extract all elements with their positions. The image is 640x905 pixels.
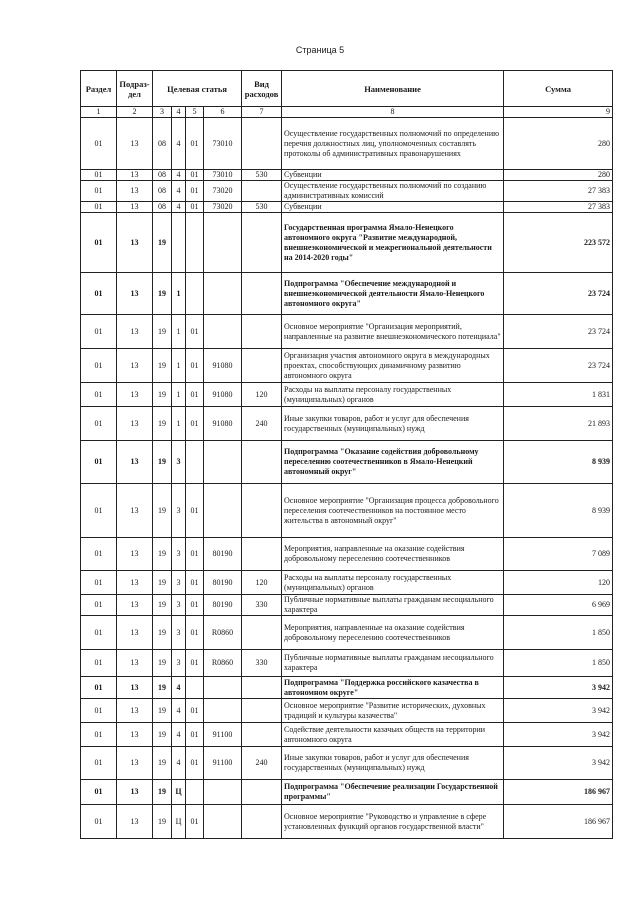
cell-summa: 120 <box>504 571 613 595</box>
table-row <box>81 538 613 571</box>
cell-program: 19 <box>153 407 172 441</box>
cell-program: 19 <box>153 213 172 273</box>
cell-program: 08 <box>153 202 172 213</box>
cell-razdel: 01 <box>81 723 117 747</box>
table-row <box>81 407 613 441</box>
cell-name: Иные закупки товаров, работ и услуг для обеспечения государственных (муниципальных) нужд <box>282 407 504 441</box>
page-title: Страница 5 <box>295 45 345 55</box>
cell-podrazdel: 13 <box>117 315 153 349</box>
cell-name: Расходы на выплаты персоналу государственных (муниципальных) органов <box>282 571 504 595</box>
cell-vid: 240 <box>242 407 282 441</box>
cell-vid <box>242 315 282 349</box>
cell-vid: 530 <box>242 202 282 213</box>
cell-program: 19 <box>153 677 172 699</box>
cell-razdel: 01 <box>81 571 117 595</box>
table-row <box>81 349 613 383</box>
cell-program: 19 <box>153 723 172 747</box>
col-num: 3 <box>153 107 172 118</box>
cell-name: Основное мероприятие "Организация мероприятий, направленные на развитие внешнеэкономического потенциала" <box>282 315 504 349</box>
cell-summa: 280 <box>504 118 613 170</box>
table-row <box>81 484 613 538</box>
col-num: 1 <box>81 107 117 118</box>
cell-activity: 01 <box>186 747 204 780</box>
cell-podrazdel: 13 <box>117 170 153 181</box>
column-number-row <box>81 107 613 118</box>
cell-activity: 01 <box>186 315 204 349</box>
cell-name: Мероприятия, направленные на оказание содействия добровольному переселению соотечественников <box>282 538 504 571</box>
cell-summa: 3 942 <box>504 747 613 780</box>
col-num: 5 <box>186 107 204 118</box>
cell-vid <box>242 273 282 315</box>
cell-program: 19 <box>153 349 172 383</box>
cell-vid <box>242 349 282 383</box>
cell-vid <box>242 616 282 650</box>
cell-subprogram: 1 <box>172 407 186 441</box>
cell-summa: 1 831 <box>504 383 613 407</box>
cell-direction: R0860 <box>204 616 242 650</box>
cell-vid <box>242 780 282 805</box>
table-row <box>81 273 613 315</box>
cell-podrazdel: 13 <box>117 273 153 315</box>
table-row <box>81 723 613 747</box>
cell-subprogram: 1 <box>172 315 186 349</box>
cell-razdel: 01 <box>81 595 117 616</box>
cell-direction: R0860 <box>204 650 242 677</box>
cell-vid <box>242 723 282 747</box>
cell-name: Публичные нормативные выплаты гражданам несоциального характера <box>282 650 504 677</box>
cell-razdel: 01 <box>81 202 117 213</box>
cell-activity: 01 <box>186 202 204 213</box>
cell-name: Публичные нормативные выплаты гражданам несоциального характера <box>282 595 504 616</box>
table-row <box>81 571 613 595</box>
cell-summa: 23 724 <box>504 349 613 383</box>
table-row <box>81 780 613 805</box>
cell-summa: 223 572 <box>504 213 613 273</box>
cell-summa: 6 969 <box>504 595 613 616</box>
table-row <box>81 202 613 213</box>
cell-razdel: 01 <box>81 315 117 349</box>
cell-podrazdel: 13 <box>117 571 153 595</box>
cell-program: 19 <box>153 650 172 677</box>
cell-vid <box>242 538 282 571</box>
cell-vid: 240 <box>242 747 282 780</box>
header-naimenovanie: Наименование <box>282 71 504 107</box>
cell-direction: 91080 <box>204 349 242 383</box>
cell-direction: 73020 <box>204 202 242 213</box>
cell-razdel: 01 <box>81 650 117 677</box>
cell-razdel: 01 <box>81 170 117 181</box>
cell-podrazdel: 13 <box>117 650 153 677</box>
cell-direction: 73020 <box>204 181 242 202</box>
cell-program: 19 <box>153 805 172 839</box>
cell-program: 19 <box>153 616 172 650</box>
cell-program: 19 <box>153 780 172 805</box>
cell-subprogram: 3 <box>172 538 186 571</box>
cell-activity <box>186 441 204 484</box>
cell-program: 19 <box>153 595 172 616</box>
cell-name: Иные закупки товаров, работ и услуг для обеспечения государственных (муниципальных) нужд <box>282 747 504 780</box>
cell-razdel: 01 <box>81 213 117 273</box>
cell-direction: 73010 <box>204 118 242 170</box>
cell-direction: 91100 <box>204 747 242 780</box>
cell-razdel: 01 <box>81 349 117 383</box>
col-num: 6 <box>204 107 242 118</box>
cell-activity: 01 <box>186 571 204 595</box>
cell-subprogram: 4 <box>172 202 186 213</box>
cell-podrazdel: 13 <box>117 484 153 538</box>
cell-summa: 1 850 <box>504 650 613 677</box>
cell-summa: 8 939 <box>504 484 613 538</box>
cell-subprogram: 4 <box>172 181 186 202</box>
cell-razdel: 01 <box>81 441 117 484</box>
cell-razdel: 01 <box>81 484 117 538</box>
cell-podrazdel: 13 <box>117 538 153 571</box>
cell-name: Содействие деятельности казачьих обществ на территории автономного округа <box>282 723 504 747</box>
cell-activity <box>186 677 204 699</box>
cell-activity <box>186 780 204 805</box>
cell-name: Подпрограмма "Оказание содействия добровольному переселению соотечественников в Ямало-Ненецкий автономный округ" <box>282 441 504 484</box>
cell-activity: 01 <box>186 723 204 747</box>
cell-summa: 280 <box>504 170 613 181</box>
cell-podrazdel: 13 <box>117 349 153 383</box>
cell-program: 19 <box>153 699 172 723</box>
cell-razdel: 01 <box>81 383 117 407</box>
cell-subprogram <box>172 213 186 273</box>
cell-summa: 1 850 <box>504 616 613 650</box>
cell-summa: 8 939 <box>504 441 613 484</box>
cell-program: 19 <box>153 441 172 484</box>
cell-name: Осуществление государственных полномочий по созданию административных комиссий <box>282 181 504 202</box>
cell-program: 19 <box>153 383 172 407</box>
cell-summa: 3 942 <box>504 677 613 699</box>
cell-vid <box>242 181 282 202</box>
cell-subprogram: Ц <box>172 805 186 839</box>
col-num: 4 <box>172 107 186 118</box>
cell-activity: 01 <box>186 595 204 616</box>
cell-summa: 21 893 <box>504 407 613 441</box>
cell-name: Расходы на выплаты персоналу государственных (муниципальных) органов <box>282 383 504 407</box>
cell-vid: 120 <box>242 383 282 407</box>
cell-program: 19 <box>153 747 172 780</box>
cell-activity: 01 <box>186 170 204 181</box>
cell-vid <box>242 213 282 273</box>
cell-program: 19 <box>153 571 172 595</box>
cell-podrazdel: 13 <box>117 118 153 170</box>
cell-direction <box>204 780 242 805</box>
cell-name: Основное мероприятие "Руководство и управление в сфере установленных функций органов государственной власти" <box>282 805 504 839</box>
cell-razdel: 01 <box>81 780 117 805</box>
cell-podrazdel: 13 <box>117 181 153 202</box>
cell-name: Подпрограмма "Обеспечение реализации Государственной программы" <box>282 780 504 805</box>
table-row <box>81 170 613 181</box>
table-row <box>81 677 613 699</box>
cell-vid <box>242 118 282 170</box>
cell-vid <box>242 699 282 723</box>
cell-activity: 01 <box>186 538 204 571</box>
cell-name: Подпрограмма "Поддержка российского казачества в автономном округе" <box>282 677 504 699</box>
cell-name: Государственная программа Ямало-Ненецкого автономного округа "Развитие международной, внешнеэкономической и межрегиональной деятельности на 2014-2020 годы" <box>282 213 504 273</box>
cell-activity: 01 <box>186 181 204 202</box>
table-row <box>81 805 613 839</box>
cell-activity <box>186 213 204 273</box>
cell-podrazdel: 13 <box>117 383 153 407</box>
cell-razdel: 01 <box>81 538 117 571</box>
cell-subprogram: 4 <box>172 170 186 181</box>
cell-razdel: 01 <box>81 677 117 699</box>
cell-podrazdel: 13 <box>117 699 153 723</box>
cell-vid <box>242 805 282 839</box>
cell-name: Мероприятия, направленные на оказание содействия добровольному переселению соотечественников <box>282 616 504 650</box>
cell-subprogram: 3 <box>172 650 186 677</box>
cell-podrazdel: 13 <box>117 723 153 747</box>
cell-subprogram: 3 <box>172 441 186 484</box>
cell-program: 19 <box>153 538 172 571</box>
cell-direction <box>204 484 242 538</box>
cell-podrazdel: 13 <box>117 677 153 699</box>
cell-subprogram: 1 <box>172 383 186 407</box>
cell-summa: 3 942 <box>504 723 613 747</box>
cell-vid <box>242 677 282 699</box>
cell-subprogram: 3 <box>172 571 186 595</box>
table-row <box>81 213 613 273</box>
cell-activity: 01 <box>186 407 204 441</box>
cell-name: Подпрограмма "Обеспечение международной и внешнеэкономической деятельности Ямало-Ненецкого автономного округа" <box>282 273 504 315</box>
cell-subprogram: 3 <box>172 616 186 650</box>
cell-summa: 186 967 <box>504 780 613 805</box>
cell-summa: 23 724 <box>504 315 613 349</box>
table-row <box>81 699 613 723</box>
cell-direction: 80190 <box>204 538 242 571</box>
table-row <box>81 118 613 170</box>
cell-direction <box>204 699 242 723</box>
cell-podrazdel: 13 <box>117 747 153 780</box>
header-summa: Сумма <box>504 71 613 107</box>
cell-subprogram: 4 <box>172 677 186 699</box>
col-num: 9 <box>504 107 613 118</box>
cell-program: 08 <box>153 181 172 202</box>
cell-subprogram: 3 <box>172 595 186 616</box>
cell-program: 08 <box>153 118 172 170</box>
cell-podrazdel: 13 <box>117 202 153 213</box>
cell-podrazdel: 13 <box>117 441 153 484</box>
cell-name: Осуществление государственных полномочий по определению перечня должностных лиц, уполномоченных составлять протоколы об административных правонарушениях <box>282 118 504 170</box>
cell-vid <box>242 484 282 538</box>
cell-direction <box>204 805 242 839</box>
cell-podrazdel: 13 <box>117 805 153 839</box>
cell-name: Организация участия автономного округа в международных проектах, способствующих динамичному развитию автономного округа <box>282 349 504 383</box>
table-row <box>81 650 613 677</box>
table-row <box>81 616 613 650</box>
col-num: 2 <box>117 107 153 118</box>
cell-razdel: 01 <box>81 747 117 780</box>
cell-vid: 330 <box>242 650 282 677</box>
table-row <box>81 181 613 202</box>
table-body <box>81 118 613 839</box>
cell-direction: 91100 <box>204 723 242 747</box>
cell-podrazdel: 13 <box>117 595 153 616</box>
cell-podrazdel: 13 <box>117 780 153 805</box>
cell-razdel: 01 <box>81 407 117 441</box>
cell-direction: 91080 <box>204 407 242 441</box>
cell-vid <box>242 441 282 484</box>
cell-activity <box>186 273 204 315</box>
cell-direction <box>204 213 242 273</box>
cell-name: Основное мероприятие "Организация процесса добровольного переселения соотечественников на постоянное место жительства в автономный округ" <box>282 484 504 538</box>
cell-razdel: 01 <box>81 805 117 839</box>
cell-vid: 330 <box>242 595 282 616</box>
cell-name: Субвенции <box>282 202 504 213</box>
header-podrazdel: Подраз-дел <box>117 71 153 107</box>
cell-program: 19 <box>153 273 172 315</box>
cell-subprogram: 4 <box>172 747 186 780</box>
cell-direction <box>204 273 242 315</box>
cell-name: Основное мероприятие "Развитие исторических, духовных традиций и культуры казачества" <box>282 699 504 723</box>
cell-razdel: 01 <box>81 616 117 650</box>
cell-activity: 01 <box>186 118 204 170</box>
cell-razdel: 01 <box>81 181 117 202</box>
cell-podrazdel: 13 <box>117 616 153 650</box>
cell-subprogram: 4 <box>172 723 186 747</box>
table-row <box>81 315 613 349</box>
cell-direction: 80190 <box>204 571 242 595</box>
cell-summa: 7 089 <box>504 538 613 571</box>
header-row <box>81 71 613 107</box>
header-razdel: Раздел <box>81 71 117 107</box>
cell-vid: 120 <box>242 571 282 595</box>
table-row <box>81 747 613 780</box>
cell-direction: 91080 <box>204 383 242 407</box>
cell-program: 19 <box>153 315 172 349</box>
cell-podrazdel: 13 <box>117 213 153 273</box>
cell-program: 19 <box>153 484 172 538</box>
table-row <box>81 441 613 484</box>
cell-activity: 01 <box>186 805 204 839</box>
cell-subprogram: 4 <box>172 699 186 723</box>
cell-summa: 23 724 <box>504 273 613 315</box>
cell-razdel: 01 <box>81 699 117 723</box>
col-num: 8 <box>282 107 504 118</box>
cell-subprogram: 1 <box>172 349 186 383</box>
cell-direction <box>204 315 242 349</box>
cell-direction: 80190 <box>204 595 242 616</box>
cell-direction <box>204 677 242 699</box>
cell-summa: 186 967 <box>504 805 613 839</box>
cell-subprogram: 3 <box>172 484 186 538</box>
cell-program: 08 <box>153 170 172 181</box>
cell-activity: 01 <box>186 349 204 383</box>
cell-subprogram: 1 <box>172 273 186 315</box>
cell-subprogram: 4 <box>172 118 186 170</box>
header-vid: Вид расходов <box>242 71 282 107</box>
cell-summa: 27 383 <box>504 181 613 202</box>
cell-subprogram: Ц <box>172 780 186 805</box>
cell-summa: 3 942 <box>504 699 613 723</box>
cell-razdel: 01 <box>81 118 117 170</box>
cell-name: Субвенции <box>282 170 504 181</box>
cell-activity: 01 <box>186 616 204 650</box>
cell-activity: 01 <box>186 484 204 538</box>
cell-razdel: 01 <box>81 273 117 315</box>
cell-direction: 73010 <box>204 170 242 181</box>
cell-activity: 01 <box>186 383 204 407</box>
cell-summa: 27 383 <box>504 202 613 213</box>
table-row <box>81 595 613 616</box>
cell-activity: 01 <box>186 699 204 723</box>
budget-table <box>80 70 613 839</box>
header-tselevaya: Целевая статья <box>153 71 242 107</box>
cell-podrazdel: 13 <box>117 407 153 441</box>
cell-vid: 530 <box>242 170 282 181</box>
cell-direction <box>204 441 242 484</box>
table-row <box>81 383 613 407</box>
col-num: 7 <box>242 107 282 118</box>
cell-activity: 01 <box>186 650 204 677</box>
